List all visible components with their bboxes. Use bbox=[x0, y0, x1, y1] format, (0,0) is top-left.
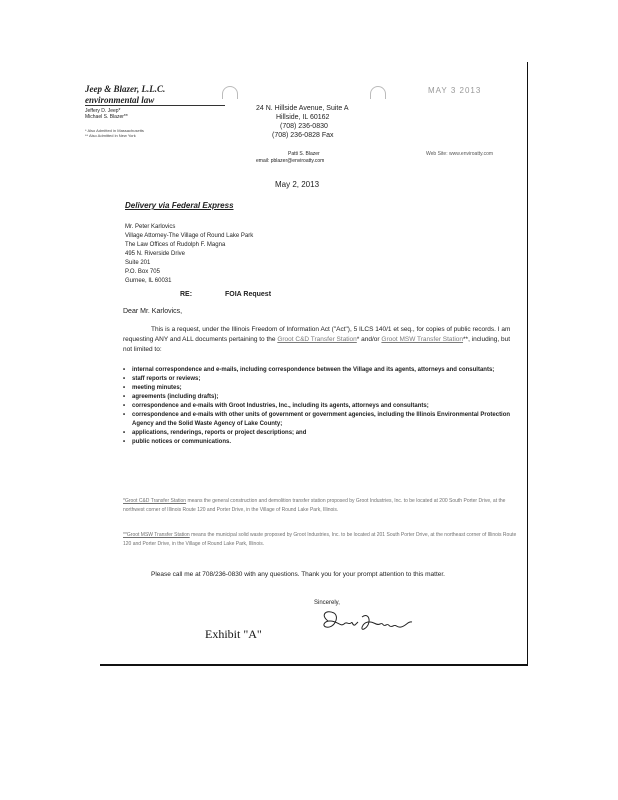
letterhead-rule bbox=[85, 105, 225, 106]
recipient-line: Gurnee, IL 60031 bbox=[125, 278, 172, 284]
closing-text: Please call me at 708/236-0830 with any questions. Thank you for your prompt attention to this matter. bbox=[151, 571, 445, 578]
letter-date: May 2, 2013 bbox=[275, 180, 320, 189]
address-line: (708) 236-0830 bbox=[280, 123, 328, 130]
footnote-2 bbox=[123, 531, 518, 549]
sincerely: Sincerely, bbox=[314, 600, 340, 606]
firm-name: Jeep & Blazer, L.L.C. bbox=[85, 84, 166, 94]
footnote-marker: *Groot C&D Transfer Station bbox=[123, 498, 187, 504]
partner-name: Jeffery D. Jeep* bbox=[85, 108, 121, 114]
sender-email[interactable]: email: pblazer@enviroatty.com bbox=[256, 158, 325, 164]
salutation: Dear Mr. Karlovics, bbox=[123, 308, 183, 315]
list-item: • correspondence and e-mails with other units of government or government agencies, including the Illinois Environmental Protection Agency and the Solid Waste Agency of Lake County; bbox=[123, 411, 523, 429]
recipient-line: Village Attorney-The Village of Round Lake Park bbox=[125, 233, 254, 239]
groot-msw-reference: Groot MSW Transfer Station bbox=[381, 336, 464, 343]
footnote-marker: **Groot MSW Transfer Station bbox=[123, 532, 190, 538]
body-end: **, including, but not limited to: bbox=[123, 336, 511, 353]
sender-name: Patti S. Blazer bbox=[288, 151, 320, 157]
recipient-line: 495 N. Riverside Drive bbox=[125, 251, 186, 257]
exhibit-label: Exhibit "A" bbox=[205, 627, 262, 641]
list-item: • correspondence and e-mails with Groot Industries, Inc., including its agents, attorneys and consultants; bbox=[123, 402, 523, 411]
list-item: • agreements (including drafts); bbox=[123, 393, 523, 402]
page-edge-bottom bbox=[100, 664, 528, 666]
partner-name: Michael S. Blazer** bbox=[85, 114, 128, 120]
address-line: 24 N. Hillside Avenue, Suite A bbox=[256, 105, 349, 112]
body-paragraph bbox=[123, 325, 518, 355]
list-item: • public notices or communications. bbox=[123, 438, 523, 447]
recipient-line: Suite 201 bbox=[125, 260, 151, 266]
website-link[interactable]: Web Site: www.enviroatty.com bbox=[426, 151, 494, 157]
list-item: • staff reports or reviews; bbox=[123, 375, 523, 384]
page-edge-right bbox=[527, 62, 528, 665]
recipient-line: Mr. Peter Karlovics bbox=[125, 224, 176, 230]
recipient-line: P.O. Box 705 bbox=[125, 269, 160, 275]
binder-hole-icon bbox=[370, 86, 386, 99]
closing-paragraph bbox=[123, 570, 518, 580]
request-list bbox=[123, 366, 523, 447]
binder-hole-icon bbox=[222, 86, 238, 99]
re-subject: FOIA Request bbox=[225, 291, 272, 298]
firm-subtitle: environmental law bbox=[85, 95, 155, 105]
groot-cd-reference: Groot C&D Transfer Station bbox=[277, 336, 357, 343]
signature-icon bbox=[318, 607, 418, 637]
address-line: Hillside, IL 60162 bbox=[276, 114, 330, 121]
body-mid: * and/or bbox=[356, 336, 380, 343]
delivery-method: Delivery via Federal Express bbox=[125, 201, 234, 210]
footnote-1 bbox=[123, 497, 518, 515]
re-label: RE: bbox=[180, 291, 193, 298]
address-line: (708) 236-0828 Fax bbox=[272, 132, 334, 139]
received-stamp: MAY 3 2013 bbox=[428, 86, 482, 95]
footnote-text: means the municipal solid waste proposed by Groot Industries, Inc. to be located at 201 South Porter Drive, at the northeast corner of Illinois Route 120 and Porter Drive, in the Village of Round Lake Park, Illinois. bbox=[123, 532, 517, 547]
list-item: • applications, renderings, reports or project descriptions; and bbox=[123, 429, 523, 438]
admission-note: ** Also Admitted in New York bbox=[85, 133, 136, 138]
body-intro: This is a request, under the Illinois Freedom of Information Act ("Act"), 5 ILCS 140/1 et seq., for copies of public records. I am requesting ANY and ALL documents pertaining to the bbox=[123, 326, 511, 343]
footnote-text: means the general construction and demolition transfer station proposed by Groot Industries, Inc. to be located at 200 South Porter Drive, at the northwest corner of Illinois Route 120 and Porter Drive, in the Village of Round Lake Park, Illinois. bbox=[123, 498, 506, 513]
list-item: • internal correspondence and e-mails, including correspondence between the Village and its agents, attorneys and consultants; bbox=[123, 366, 523, 375]
admission-note: * Also Admitted in Massachusetts bbox=[85, 128, 144, 133]
recipient-line: The Law Offices of Rudolph F. Magna bbox=[125, 242, 226, 248]
list-item: • meeting minutes; bbox=[123, 384, 523, 393]
